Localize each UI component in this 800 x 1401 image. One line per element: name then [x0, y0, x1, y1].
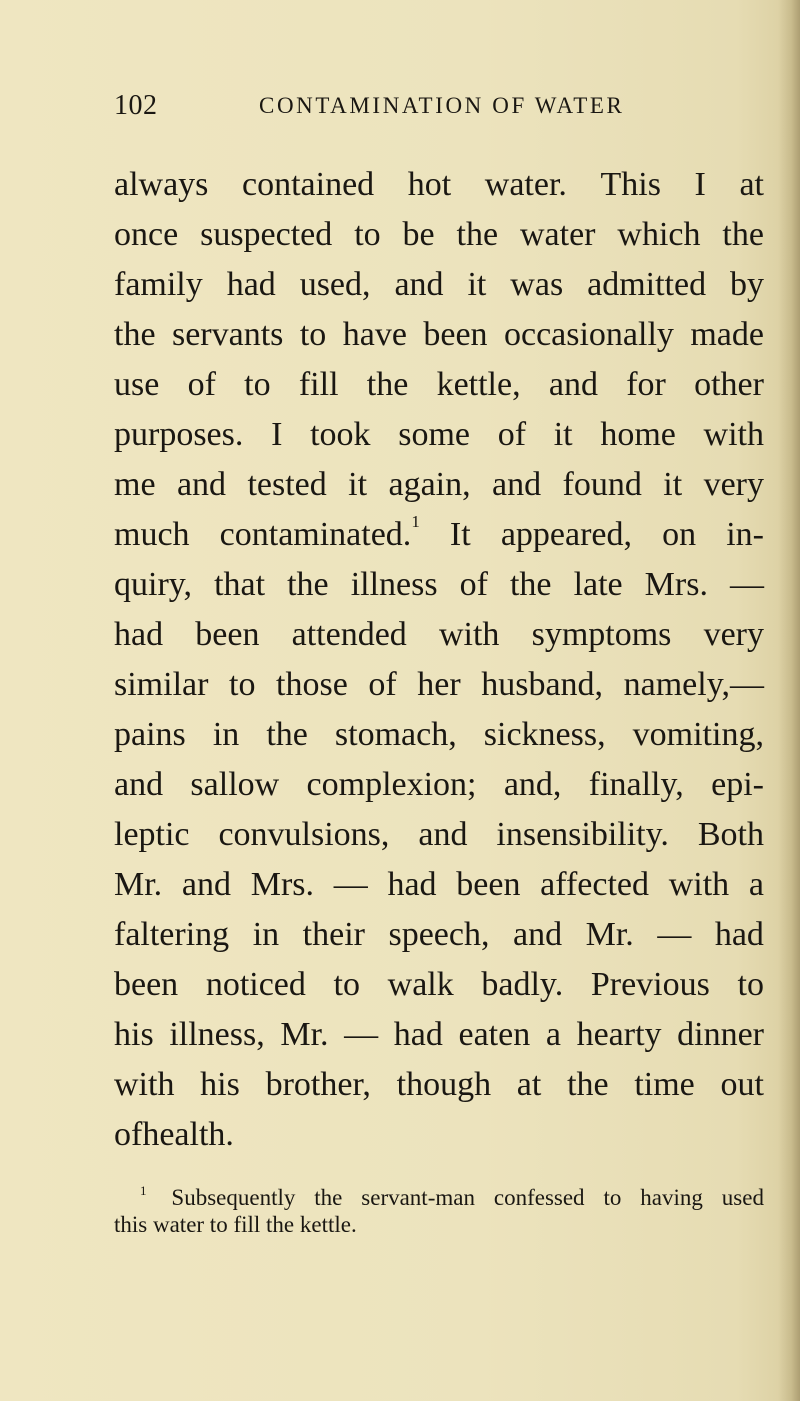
word: been — [114, 966, 179, 1003]
word: home — [600, 416, 676, 453]
word: — — [333, 866, 368, 903]
word: in- — [726, 516, 764, 553]
word: at — [739, 166, 764, 203]
word: to — [299, 316, 327, 353]
word: been — [423, 316, 488, 353]
footnote-word: Subsequently — [171, 1185, 296, 1210]
word: and, — [503, 766, 562, 803]
word: had — [393, 1016, 443, 1053]
word: — — [344, 1016, 379, 1053]
word: brother, — [265, 1066, 371, 1103]
footnote-word: having — [640, 1185, 703, 1210]
text-line — [114, 560, 764, 610]
word: which — [617, 216, 701, 253]
word: much — [114, 516, 190, 553]
word: sickness, — [483, 716, 606, 753]
word: again, — [388, 466, 471, 503]
word: the — [287, 566, 329, 603]
text-line — [114, 960, 764, 1010]
word: the — [114, 316, 156, 353]
word: at — [516, 1066, 542, 1103]
word: badly. — [481, 966, 564, 1003]
word: convulsions, — [218, 816, 390, 853]
word: vomiting, — [632, 716, 764, 753]
word: late — [573, 566, 623, 603]
word: took — [310, 416, 371, 453]
word: attended — [291, 616, 407, 653]
text-line — [114, 410, 764, 460]
word: of — [497, 416, 527, 453]
word: contained — [242, 166, 375, 203]
word: his — [114, 1016, 154, 1053]
text-line — [114, 760, 764, 810]
word: time — [634, 1066, 695, 1103]
word: health. — [142, 1116, 234, 1153]
word: This — [600, 166, 661, 203]
word: to — [229, 666, 256, 703]
word: other — [694, 366, 764, 403]
word: to — [737, 966, 764, 1003]
word: found — [562, 466, 642, 503]
word: speech, — [388, 916, 490, 953]
page-edge-shadow — [778, 0, 800, 1401]
word: and — [181, 866, 231, 903]
footnote — [114, 1184, 764, 1238]
word: by — [730, 266, 764, 303]
word: of — [187, 366, 216, 403]
text-line — [114, 810, 764, 860]
word: on — [662, 516, 697, 553]
word: insensibility. — [496, 816, 669, 853]
word: the — [509, 566, 552, 603]
word: I — [271, 416, 283, 453]
word: it — [467, 266, 487, 303]
word: I — [694, 166, 706, 203]
word: fill — [298, 366, 339, 403]
word: eaten — [458, 1016, 531, 1053]
footnote-word: the — [314, 1185, 343, 1210]
word: the — [567, 1066, 609, 1103]
word: complexion; — [306, 766, 477, 803]
word: and — [176, 466, 227, 503]
word: been — [195, 616, 260, 653]
word: it — [553, 416, 573, 453]
word: hearty — [576, 1016, 662, 1053]
word: those — [276, 666, 348, 703]
word: in — [252, 916, 280, 953]
word: occasionally — [503, 316, 674, 353]
word: the — [722, 216, 764, 253]
footnote-word: used — [721, 1185, 764, 1210]
word: some — [398, 416, 471, 453]
word: of — [459, 566, 488, 603]
text-line — [114, 160, 764, 210]
text-line — [114, 260, 764, 310]
word: out — [720, 1066, 764, 1103]
word: pains — [114, 716, 186, 753]
footnote-reference[interactable]: 1 — [411, 512, 420, 531]
word: and — [548, 366, 598, 403]
word: and — [492, 466, 542, 503]
word: Both — [697, 816, 764, 853]
word: their — [302, 916, 365, 953]
text-line — [114, 360, 764, 410]
footnote-marker: 1 — [140, 1183, 147, 1198]
word: with — [703, 416, 764, 453]
text-line — [114, 460, 764, 510]
word: similar — [114, 666, 209, 703]
word: hot — [407, 166, 452, 203]
text-line — [114, 660, 764, 710]
text-line — [114, 310, 764, 360]
word: contaminated.$^1$ — [219, 512, 420, 553]
text-line — [114, 910, 764, 960]
word: me — [114, 466, 156, 503]
footnote-line — [114, 1184, 764, 1211]
word: and — [394, 266, 444, 303]
text-line — [114, 1010, 764, 1060]
word: for — [626, 366, 666, 403]
text-line — [114, 210, 764, 260]
word: water — [520, 216, 596, 253]
word: admitted — [587, 266, 707, 303]
word: dinner — [677, 1016, 764, 1053]
text-line — [114, 860, 764, 910]
word: — — [730, 566, 764, 603]
word: his — [200, 1066, 240, 1103]
word: illness, — [169, 1016, 265, 1053]
text-line — [114, 610, 764, 660]
word: finally, — [588, 766, 684, 803]
word: always — [114, 166, 209, 203]
word: leptic — [114, 816, 190, 853]
word: family — [114, 266, 203, 303]
word: with — [114, 1066, 175, 1103]
footnote-word: servant-man — [361, 1185, 475, 1210]
word: been — [456, 866, 521, 903]
word: noticed — [205, 966, 306, 1003]
word: affected — [540, 866, 650, 903]
word: the — [456, 216, 499, 253]
word: a — [748, 866, 764, 903]
word: Mr. — [585, 916, 634, 953]
word: purposes. — [114, 416, 244, 453]
word: of — [368, 666, 397, 703]
word: to — [244, 366, 271, 403]
word: to — [354, 216, 381, 253]
body-text — [114, 160, 764, 1160]
word: symptoms — [531, 616, 672, 653]
word: that — [214, 566, 266, 603]
word: It — [449, 516, 471, 553]
word: had — [226, 266, 276, 303]
word: with — [668, 866, 730, 903]
word: the — [366, 366, 409, 403]
word: tested — [247, 466, 327, 503]
text-line — [114, 1060, 764, 1110]
word: stomach, — [334, 716, 457, 753]
word: and — [513, 916, 563, 953]
word: made — [690, 316, 764, 353]
word: water. — [484, 166, 567, 203]
word: very — [703, 616, 764, 653]
word: her — [417, 666, 461, 703]
word: illness — [350, 566, 438, 603]
word: kettle, — [436, 366, 521, 403]
word: namely,— — [623, 666, 764, 703]
footnote-text: this water to fill the kettle. — [114, 1212, 357, 1237]
word: it — [348, 466, 368, 503]
word: used, — [299, 266, 371, 303]
text-line — [114, 710, 764, 760]
word: was — [510, 266, 564, 303]
word: Mr. — [280, 1016, 329, 1053]
word: epi- — [711, 766, 764, 803]
word: — — [657, 916, 692, 953]
word: it — [663, 466, 683, 503]
text-line — [114, 1110, 764, 1160]
text-line-with-footnote-ref — [114, 510, 764, 560]
word: the — [266, 716, 308, 753]
word: to — [333, 966, 360, 1003]
word: husband, — [481, 666, 604, 703]
word: in — [212, 716, 240, 753]
page-number: 102 — [114, 90, 158, 121]
word: walk — [387, 966, 454, 1003]
footnote-word: confessed — [493, 1185, 585, 1210]
word: Mr. — [114, 866, 163, 903]
running-head — [114, 86, 764, 126]
word: Mrs. — [250, 866, 315, 903]
word: Previous — [590, 966, 710, 1003]
word: servants — [171, 316, 284, 353]
word: and — [114, 766, 164, 803]
word: suspected — [200, 216, 333, 253]
word: have — [342, 316, 407, 353]
word: be — [402, 216, 435, 253]
word: once — [114, 216, 179, 253]
word: appeared, — [500, 516, 632, 553]
word: sallow — [190, 766, 280, 803]
footnote-line — [114, 1211, 764, 1238]
word: quiry, — [114, 566, 193, 603]
word: had — [387, 866, 437, 903]
word: though — [396, 1066, 492, 1103]
word: use — [114, 366, 160, 403]
word: had — [114, 616, 164, 653]
footnote-word: to — [603, 1185, 622, 1210]
word: had — [714, 916, 764, 953]
word: with — [438, 616, 500, 653]
running-title: CONTAMINATION OF WATER — [259, 93, 625, 118]
word: Mrs. — [644, 566, 708, 603]
word: and — [418, 816, 468, 853]
word: faltering — [114, 916, 230, 953]
word: very — [703, 466, 764, 503]
word: of — [114, 1116, 143, 1153]
word: a — [545, 1016, 561, 1053]
